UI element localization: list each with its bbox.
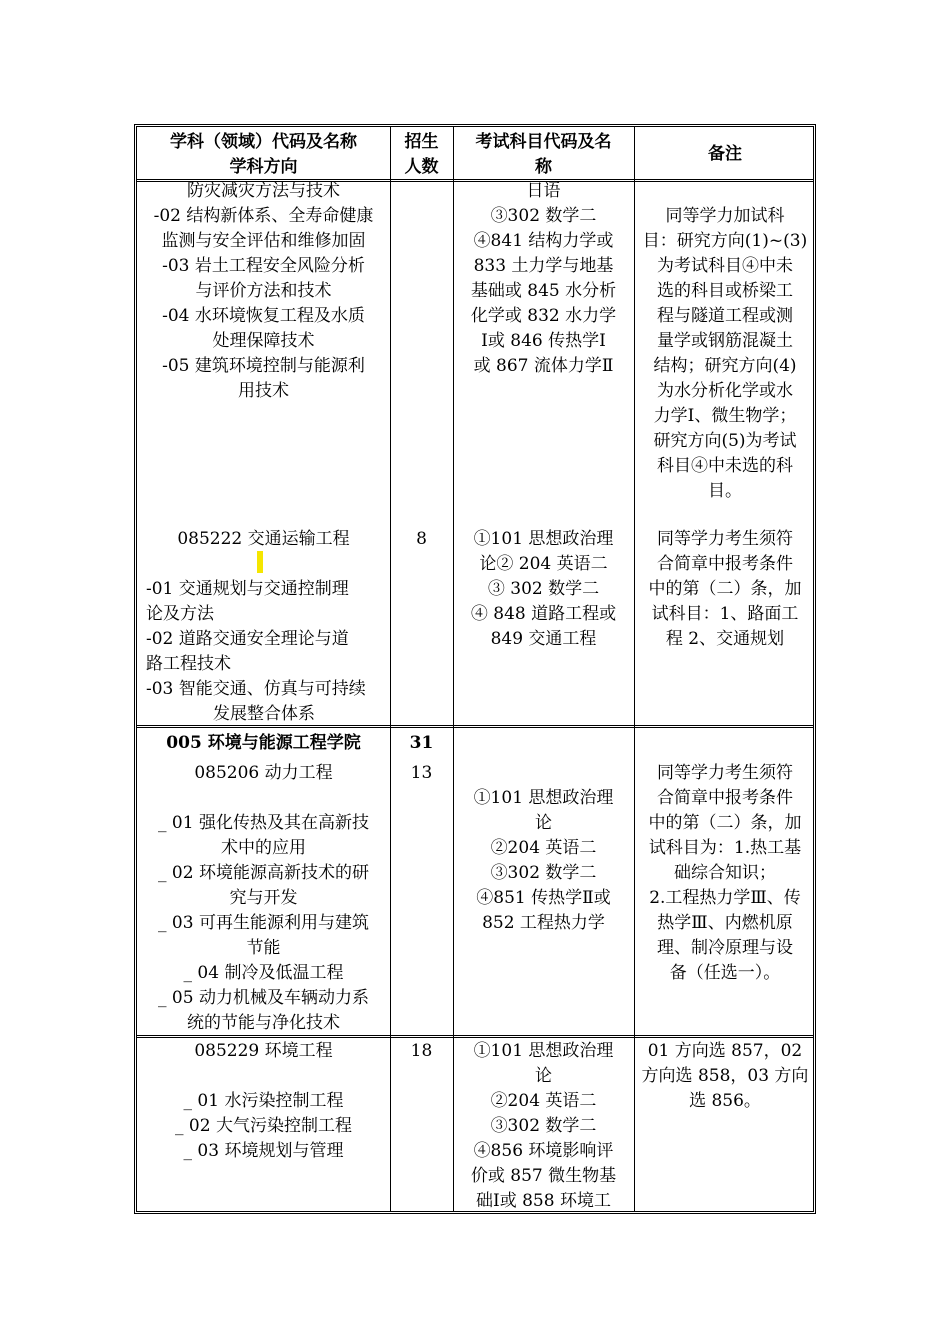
row1-note-line: 目：研究方向(1)~(3) (642, 231, 808, 251)
text-cursor-highlight (257, 551, 263, 573)
row4-note-line: 选 856。 (689, 1091, 761, 1111)
row1-note-line: 选的科目或桥梁工 (657, 281, 793, 301)
row2-note-line: 中的第（二）条，加 (648, 579, 802, 599)
row3-subject-line: _ 02 环境能源高新技术的研 (158, 863, 369, 883)
row4-subject (137, 1089, 390, 1164)
row1-note-line: 程与隧道工程或测 (657, 306, 793, 326)
header-note (634, 142, 816, 167)
row4-subject-title: 085229 环境工程 (194, 1041, 333, 1061)
header-count-line1: 招生 (404, 132, 439, 152)
row1-note-line: 研究方向(5)为考试 (653, 431, 797, 451)
row2-subject-line: 发展整合体系 (213, 704, 315, 724)
row4-exam-line: 论 (535, 1066, 552, 1086)
header-exam-line1: 考试科目代码及名 (475, 132, 612, 152)
row3-subject-line: _ 03 可再生能源利用与建筑 (158, 913, 369, 933)
row2-subject-title: 085222 交通运输工程 (177, 529, 350, 549)
row4-exam-line: 价或 857 微生物基 (470, 1166, 617, 1186)
row4-subject-line: _ 03 环境规划与管理 (183, 1141, 344, 1161)
row1-note (634, 204, 816, 504)
row1-note-line: 力学Ⅰ、微生物学； (653, 406, 797, 426)
row2-subject-line: 路工程技术 (146, 654, 231, 674)
header-exam (453, 130, 634, 180)
row4-exam-line: ③302 数学二 (490, 1116, 597, 1136)
row3-exam-line: ③302 数学二 (490, 863, 597, 883)
row3-subject-line: 术中的应用 (221, 838, 306, 858)
row1-subject-line: 监测与安全评估和维修加固 (161, 231, 366, 251)
row1-subject-line: -03 岩土工程安全风险分析 (162, 256, 365, 276)
header-subject-line2: 学科方向 (229, 157, 298, 177)
row4-note-line: 方向选 858，03 方向 (641, 1066, 809, 1086)
row4-note (634, 1039, 816, 1114)
row4-subject-line: _ 02 大气污染控制工程 (175, 1116, 352, 1136)
row1-exam-line: 833 土力学与地基 (473, 256, 614, 276)
row1-subject (137, 179, 390, 404)
header-exam-line2: 称 (535, 157, 552, 177)
row1-note-line: 为水分析化学或水 (657, 381, 793, 401)
row2-note-line: 同等学力考生须符 (657, 529, 793, 549)
row3-exam-line: ①101 思想政治理 (473, 788, 614, 808)
row3-school-count: 31 (409, 733, 434, 753)
row3-school: 005 环境与能源工程学院 (166, 733, 361, 753)
row3-exam (453, 786, 634, 936)
row2-exam (453, 527, 634, 652)
row2-exam-line: ③ 302 数学二 (487, 579, 600, 599)
row3-subject-line: 节能 (246, 938, 281, 958)
row1-note-line: 科目④中未选的科 (657, 456, 793, 476)
row3-exam-line: ②204 英语二 (490, 838, 597, 858)
row1-note-line: 目。 (708, 481, 742, 501)
row1-subject-line: 防灾减灾方法与技术 (187, 181, 340, 201)
row2-exam-line: ①101 思想政治理 (473, 529, 614, 549)
header-note-text: 备注 (708, 144, 742, 164)
row3-note (634, 761, 816, 986)
row3-exam-line: ④851 传热学Ⅱ或 (476, 888, 611, 908)
row4-count: 18 (410, 1041, 433, 1061)
row4-exam-line: 础Ⅰ或 858 环境工 (476, 1191, 611, 1211)
row1-subject-line: 处理保障技术 (212, 331, 315, 351)
row4-exam-line: ④856 环境影响评 (473, 1141, 614, 1161)
row1-note-line: 结构；研究方向(4) (653, 356, 797, 376)
row1-exam (453, 179, 634, 379)
row3-note-line: 热学Ⅲ、内燃机原 (657, 913, 793, 933)
row1-exam-line: 日语 (526, 181, 561, 201)
row3-note-line: 备（任选一）。 (669, 963, 781, 983)
row3-subject-title: 085206 动力工程 (194, 763, 333, 783)
row1-exam-line: 化学或 832 水力学 (470, 306, 617, 326)
row1-subject-line: -04 水环境恢复工程及水质 (162, 306, 365, 326)
row3-exam-line: 论 (535, 813, 552, 833)
row2-exam-line: ④ 848 道路工程或 (470, 604, 617, 624)
row3-note-line: 试科目为：1.热工基 (648, 838, 802, 858)
row4-note-line: 01 方向选 857，02 (647, 1041, 803, 1061)
row1-note-line: 量学或钢筋混凝土 (657, 331, 793, 351)
header-subject (137, 130, 390, 180)
row2-note-line: 程 2、交通规划 (665, 629, 785, 649)
row1-exam-line: ③302 数学二 (490, 206, 597, 226)
row1-note-line: 同等学力加试科 (665, 206, 785, 226)
row1-note-line: 为考试科目④中未 (657, 256, 793, 276)
row3-note-line: 合简章中报考条件 (657, 788, 793, 808)
row2-subject-line: 论及方法 (146, 604, 214, 624)
row2-subject-line: -03 智能交通、仿真与可持续 (146, 679, 366, 699)
row1-subject-line: 用技术 (238, 381, 289, 401)
row1-exam-line: 基础或 845 水分析 (470, 281, 617, 301)
row3-subject-line: 究与开发 (229, 888, 298, 908)
row3-subject-line: _ 05 动力机械及车辆动力系 (158, 988, 369, 1008)
row1-exam-line: Ⅰ或 846 传热学Ⅰ (481, 331, 606, 351)
row4-exam-line: ①101 思想政治理 (473, 1041, 614, 1061)
row3-note-line: 中的第（二）条，加 (648, 813, 802, 833)
row3-subject-line: _ 01 强化传热及其在高新技 (158, 813, 369, 833)
row3-note-line: 础综合知识； (674, 863, 776, 883)
row4-exam-line: ②204 英语二 (490, 1091, 597, 1111)
row1-subject-line: -02 结构新体系、全寿命健康 (153, 206, 374, 226)
row3-subject-line: _ 04 制冷及低温工程 (183, 963, 344, 983)
row3-note-line: 2.工程热力学Ⅲ、传 (649, 888, 801, 908)
header-count (390, 130, 453, 180)
row3-note-line: 同等学力考生须符 (657, 763, 793, 783)
row2-note (634, 527, 816, 652)
row4-subject-line: _ 01 水污染控制工程 (183, 1091, 344, 1111)
admissions-table (134, 124, 816, 1214)
row2-subject-line: -02 道路交通安全理论与道 (146, 629, 349, 649)
row2-exam-line: 论② 204 英语二 (479, 554, 608, 574)
row1-exam-line: 或 867 流体力学Ⅱ (473, 356, 614, 376)
row1-exam-line: ④841 结构力学或 (473, 231, 614, 251)
row2-subject (146, 577, 390, 727)
row2-subject-line: -01 交通规划与交通控制理 (146, 579, 349, 599)
row1-subject-line: -05 建筑环境控制与能源利 (162, 356, 365, 376)
row3-subject (137, 811, 390, 1036)
header-subject-line1: 学科（领域）代码及名称 (170, 132, 357, 152)
row2-note-line: 试科目：1、路面工 (651, 604, 799, 624)
row3-note-line: 理、制冷原理与设 (657, 938, 793, 958)
row3-count: 13 (410, 763, 433, 783)
row2-note-line: 合简章中报考条件 (657, 554, 793, 574)
row2-exam-line: 849 交通工程 (490, 629, 597, 649)
row1-subject-line: 与评价方法和技术 (195, 281, 332, 301)
row4-exam (453, 1039, 634, 1214)
row2-count: 8 (416, 529, 427, 549)
row3-exam-line: 852 工程热力学 (482, 913, 605, 933)
header-count-line2: 人数 (404, 157, 439, 177)
row3-subject-line: 统的节能与净化技术 (187, 1013, 340, 1033)
